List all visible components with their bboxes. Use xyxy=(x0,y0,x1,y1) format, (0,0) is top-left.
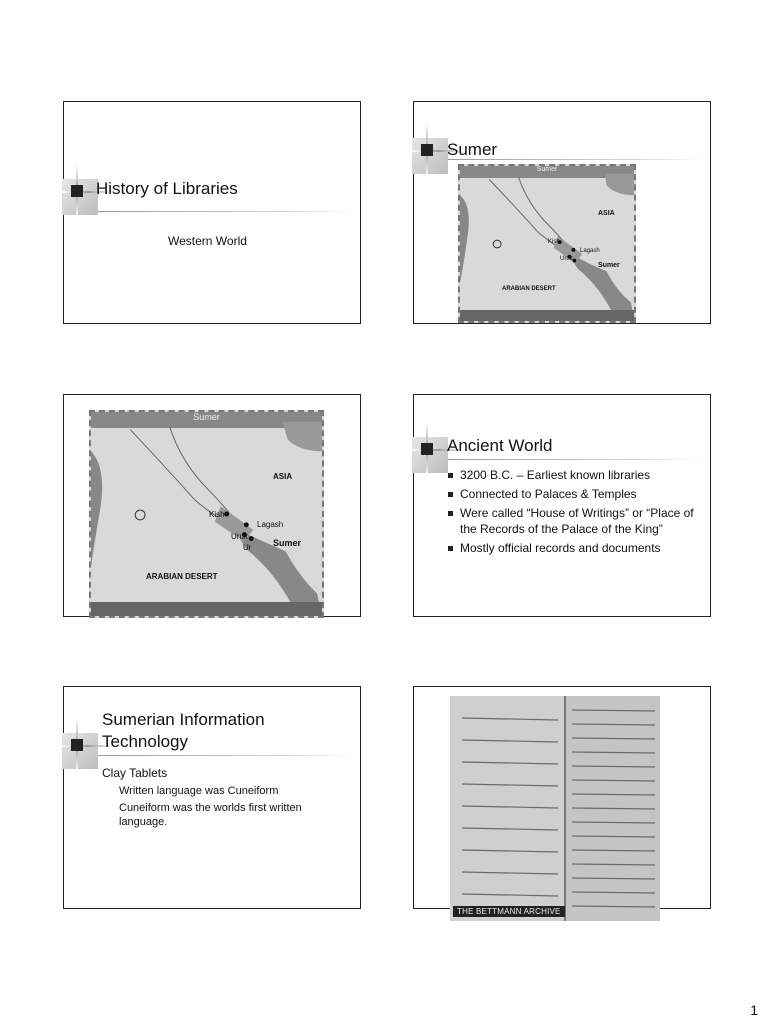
map-label-uruk: Uruk xyxy=(560,256,573,262)
title-line-1: Sumerian Information xyxy=(102,710,265,729)
slide-1 xyxy=(63,101,361,324)
bullet-item: Were called “House of Writings” or “Place of the Records of the Palace of the King” xyxy=(448,505,700,537)
map-label-asia: ASIA xyxy=(273,472,293,481)
level2-text-a: Written language was Cuneiform xyxy=(119,785,279,797)
bullet-item: Connected to Palaces & Temples xyxy=(448,486,700,502)
map-label-desert: ARABIAN DESERT xyxy=(502,286,556,292)
title-rule xyxy=(98,755,353,756)
bullet-item: 3200 B.C. – Earliest known libraries xyxy=(448,467,700,483)
slide-3 xyxy=(63,394,361,617)
slide-5 xyxy=(63,686,361,909)
map-label-uruk: Uruk xyxy=(231,532,248,541)
slide-4 xyxy=(413,394,711,617)
slide-6 xyxy=(413,686,711,916)
map-image-large xyxy=(89,410,324,618)
map-label-lagash: Lagash xyxy=(257,520,284,529)
map-label-sumer: Sumer xyxy=(598,262,620,269)
map-label-kish: Kish xyxy=(209,510,225,519)
slide-2 xyxy=(413,101,711,324)
photo-caption: THE BETTMANN ARCHIVE xyxy=(453,906,565,917)
map-drawing xyxy=(91,412,322,616)
map-label-desert: ARABIAN DESERT xyxy=(146,572,218,581)
cuneiform-tablet-photo xyxy=(450,696,660,921)
tablet-drawing xyxy=(450,696,660,921)
map-label-ur: Ur xyxy=(243,543,252,552)
title-line-2: Technology xyxy=(102,732,189,751)
bullet-list xyxy=(448,467,700,559)
map-label-asia: ASIA xyxy=(598,210,615,217)
title-rule xyxy=(98,211,353,212)
map-header: Sumer xyxy=(91,412,322,428)
slide-title: Ancient World xyxy=(447,436,553,455)
map-label-lagash: Lagash xyxy=(580,248,600,254)
level1-text: Clay Tablets xyxy=(102,766,168,780)
page-number: 1 xyxy=(750,1002,758,1018)
slide-title: Sumer xyxy=(447,140,498,159)
bullet-item: Mostly official records and documents xyxy=(448,540,700,556)
map-header: Sumer xyxy=(460,166,634,178)
slide-title: History of Libraries xyxy=(96,179,238,198)
level2-text-b: Cuneiform was the worlds first written language. xyxy=(119,802,302,828)
slide-subtitle: Western World xyxy=(168,234,247,248)
map-label-kish: Kish xyxy=(548,239,560,245)
title-rule xyxy=(448,459,703,460)
map-image xyxy=(458,164,636,323)
map-label-sumer: Sumer xyxy=(273,538,302,548)
map-drawing xyxy=(460,166,634,321)
slide-title xyxy=(102,709,265,753)
